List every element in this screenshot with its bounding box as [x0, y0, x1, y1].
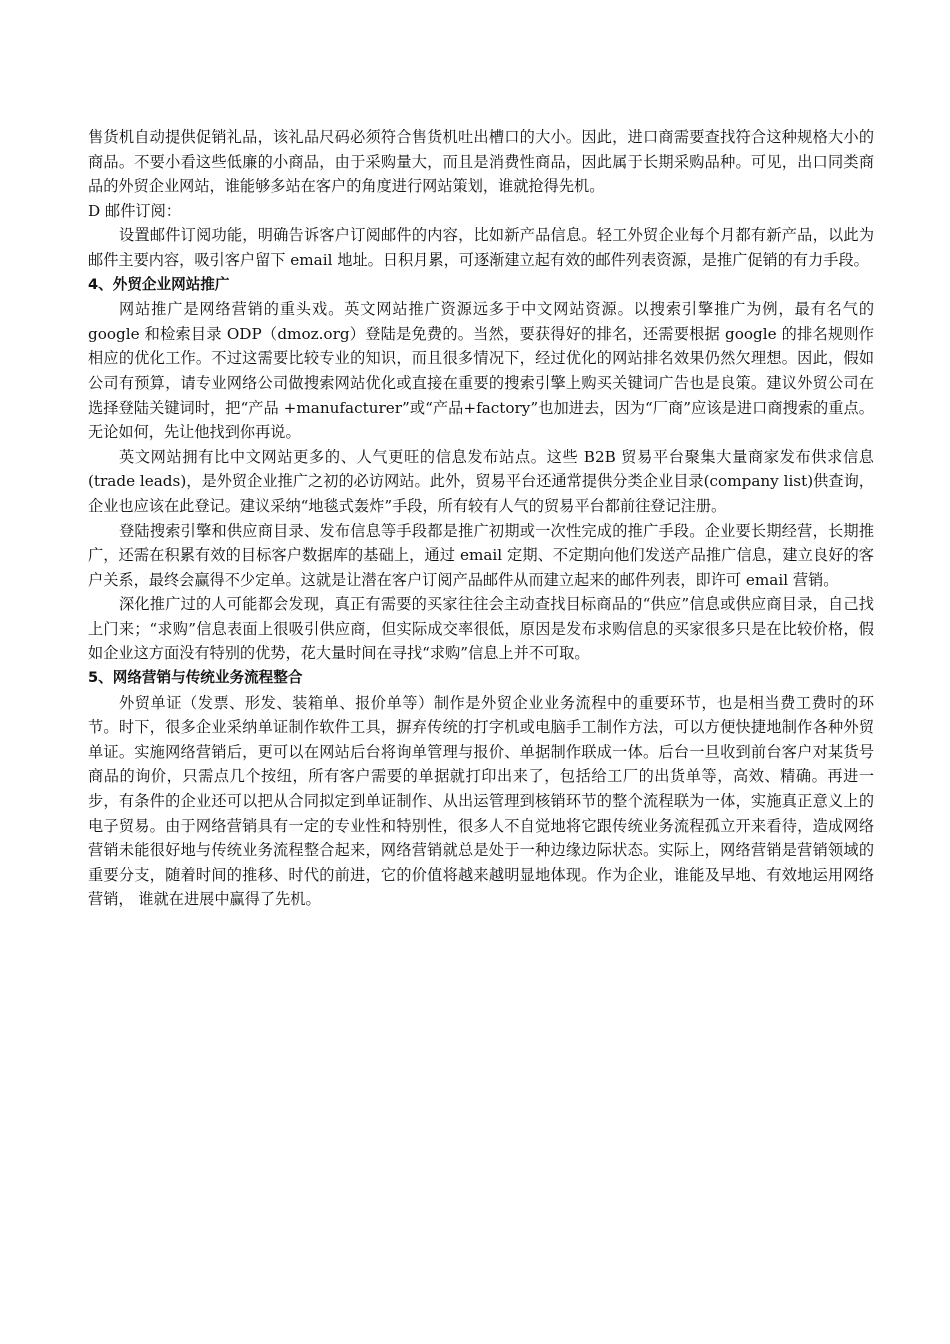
- paragraph-promotion-b2b: 英文网站拥有比中文网站更多的、人气更旺的信息发布站点。这些 B2B 贸易平台聚集大量商家发布供求信息(trade leads)，是外贸企业推广之初的必访网站。此外，贸易平台还通常提供分类企业目录(company list)供查询，企业也应该在此登记。建议采纳“地毯式轰炸”手段，所有较有人气的贸易平台都前往登记注册。: [88, 447, 874, 515]
- section-heading-process-integration: 5、网络营销与传统业务流程整合: [88, 669, 303, 687]
- section-heading-website-promotion: 4、外贸企业网站推广: [88, 275, 230, 293]
- paragraph-process-integration: 外贸单证（发票、形发、装箱单、报价单等）制作是外贸企业业务流程中的重要环节，也是相当费工费时的环节。时下，很多企业采纳单证制作软件工具，摒弃传统的打字机或电脑手工制作方法，可以方便快捷地制作各种外贸单证。实施网络营销后，更可以在网站后台将询单管理与报价、单据制作联成一体。后台一旦收到前台客户对某货号商品的询价，只需点几个按纽，所有客户需要的单据就打印出来了，包括给工厂的出货单等，高效、精确。再进一步，有条件的企业还可以把从合同拟定到单证制作、从出运管理到核销环节的整个流程联为一体，实施真正意义上的电子贸易。由于网络营销具有一定的专业性和特别性，很多人不自觉地将它跟传统业务流程孤立开来看待，造成网络营销未能很好地与传统业务流程整合起来，网络营销就总是处于一种边缘边际状态。实际上，网络营销是营销领域的重要分支，随着时间的推移、时代的前进，它的价值将越来越明显地体现。作为企业，谁能及早地、有效地运用网络营销， 谁就在进展中赢得了先机。: [88, 693, 874, 909]
- document-page: [88, 125, 874, 912]
- paragraph-promotion-search: 网站推广是网络营销的重头戏。英文网站推广资源远多于中文网站资源。以搜索引擎推广为例，最有名气的 google 和检索目录 ODP（dmoz.org）登陆是免费的。当然，要获得好的排名，还需要根据 google 的排名规则作相应的优化工作。不过这需要比较专业的知识，而且很多情况下，经过优化的网站排名效果仍然欠理想。因此，假如公司有预算，请专业网络公司做搜索网站优化或直接在重要的搜索引擎上购买关键词广告也是良策。建议外贸公司在选择登陆关键词时，把“产品 +manufacturer”或“产品+factory”也加进去，因为“厂商”应该是进口商搜索的重点。无论如何，先让他找到你再说。: [88, 300, 874, 442]
- paragraph-mail-subscription: 设置邮件订阅功能，明确告诉客户订阅邮件的内容，比如新产品信息。轻工外贸企业每个月都有新产品，以此为邮件主要内容，吸引客户留下 email 地址。日积月累，可逐渐建立起有效的邮件列表资源，是推广促销的有力手段。: [88, 226, 874, 269]
- paragraph-intro: 售货机自动提供促销礼品，该礼品尺码必须符合售货机吐出槽口的大小。因此，进口商需要查找符合这种规格大小的商品。不要小看这些低廉的小商品，由于采购量大，而且是消费性商品，因此属于长期采购品种。可见，出口同类商品的外贸企业网站，谁能够多站在客户的角度进行网站策划，谁就抢得先机。: [88, 128, 874, 196]
- paragraph-promotion-buyers: 深化推广过的人可能都会发现，真正有需要的买家往往会主动查找目标商品的“供应”信息或供应商目录，自己找上门来；“求购”信息表面上很吸引供应商，但实际成交率很低，原因是发布求购信息的买家很多只是在比较价格，假如企业这方面没有特别的优势，花大量时间在寻找“求购”信息上并不可取。: [88, 595, 874, 663]
- paragraph-promotion-email: 登陆搜索引擎和供应商目录、发布信息等手段都是推广初期或一次性完成的推广手段。企业要长期经营，长期推广，还需在积累有效的目标客户数据库的基础上，通过 email 定期、不定期向他们发送产品推广信息，建立良好的客户关系，最终会赢得不少定单。这就是让潜在客户订阅产品邮件从而建立起来的邮件列表，即许可 email 营销。: [88, 521, 874, 589]
- section-label-mail-subscription: D 邮件订阅：: [88, 201, 181, 220]
